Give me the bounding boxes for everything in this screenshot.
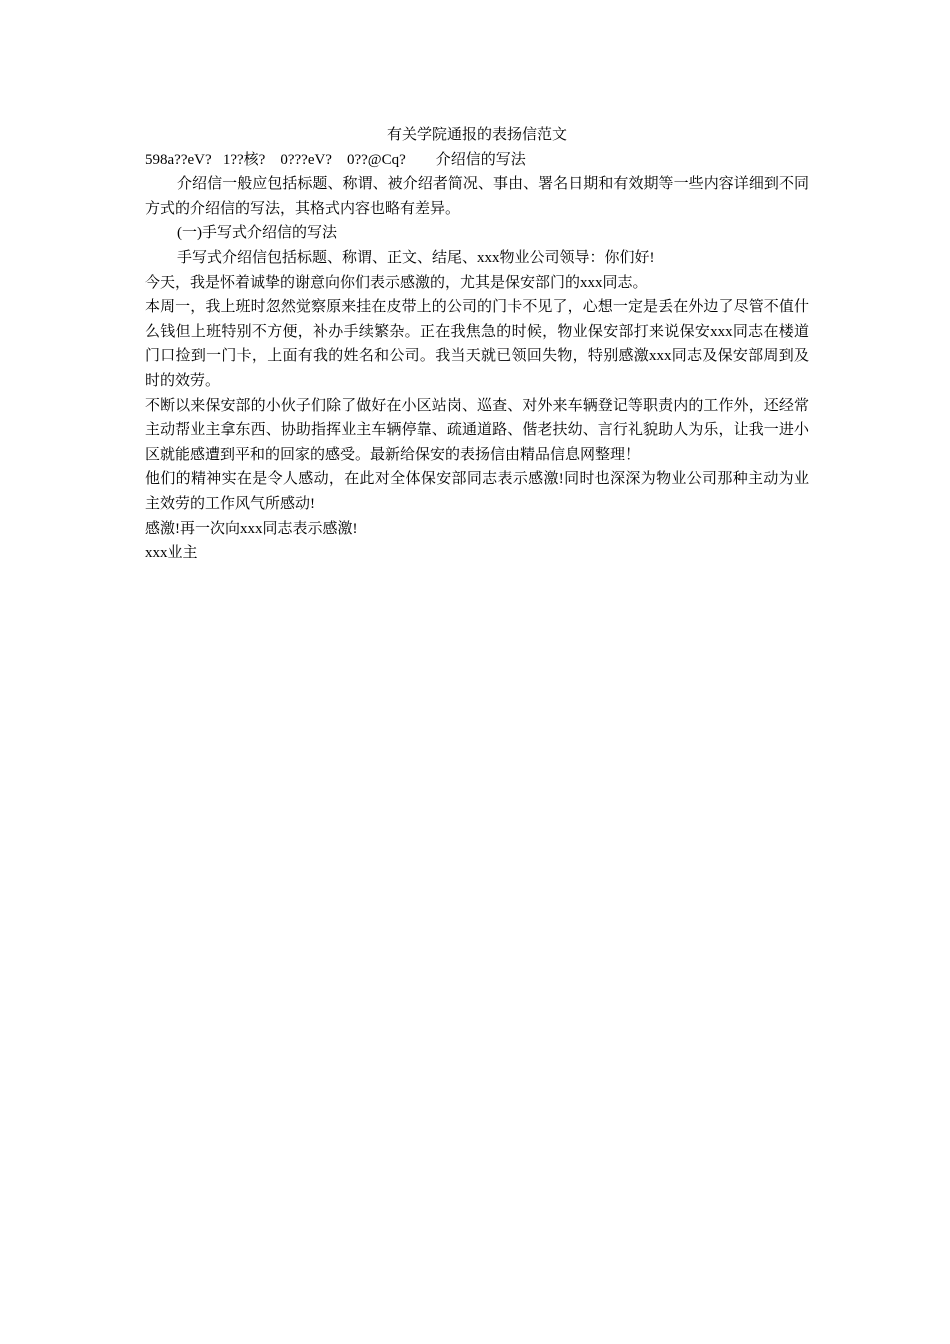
paragraph-closing: 感激!再一次向xxx同志表示感激! [145,520,358,537]
paragraph-thanks: 今天，我是怀着诚挚的谢意向你们表示感激的，尤其是保安部门的xxx同志。 [145,274,648,291]
paragraph-greeting: 手写式介绍信包括标题、称谓、正文、结尾、xxx物业公司领导：你们好! [177,249,655,266]
header-line: 598a??eV? 1??核? 0???eV? 0??@Cq? 介绍信的写法 [145,151,526,168]
paragraph-praise: 不断以来保安部的小伙子们除了做好在小区站岗、巡查、对外来车辆登记等职责内的工作外，还经常主动帮业主拿东西、协助指挥业主车辆停靠、疏通道路、偕老扶幼、言行礼貌助人为乐，让我一进小区就能感遭到平和的回家的感受。最新给保安的表扬信由精品信息网整理！ [145,397,809,463]
paragraph-story: 本周一，我上班时忽然觉察原来挂在皮带上的公司的门卡不见了，心想一定是丢在外边了尽管不值什么钱但上班特别不方便，补办手续繁杂。正在我焦急的时候，物业保安部打来说保安xxx同志在楼道门口捡到一门卡，上面有我的姓名和公司。我当天就已领回失物，特别感激xxx同志及保安部周到及时的效劳。 [145,299,809,389]
document-title: 有关学院通报的表扬信范文 [386,127,567,143]
document-page [145,123,809,566]
signature: xxx业主 [145,545,198,562]
paragraph-gratitude: 他们的精神实在是令人感动，在此对全体保安部同志表示感激!同时也深深为物业公司那种主动为业主效劳的工作风气所感动! [145,471,809,512]
paragraph-intro: 介绍信一般应包括标题、称谓、被介绍者简况、事由、署名日期和有效期等一些内容详细到不同方式的介绍信的写法，其格式内容也略有差异。 [145,176,809,217]
section-heading: (一)手写式介绍信的写法 [177,225,337,242]
